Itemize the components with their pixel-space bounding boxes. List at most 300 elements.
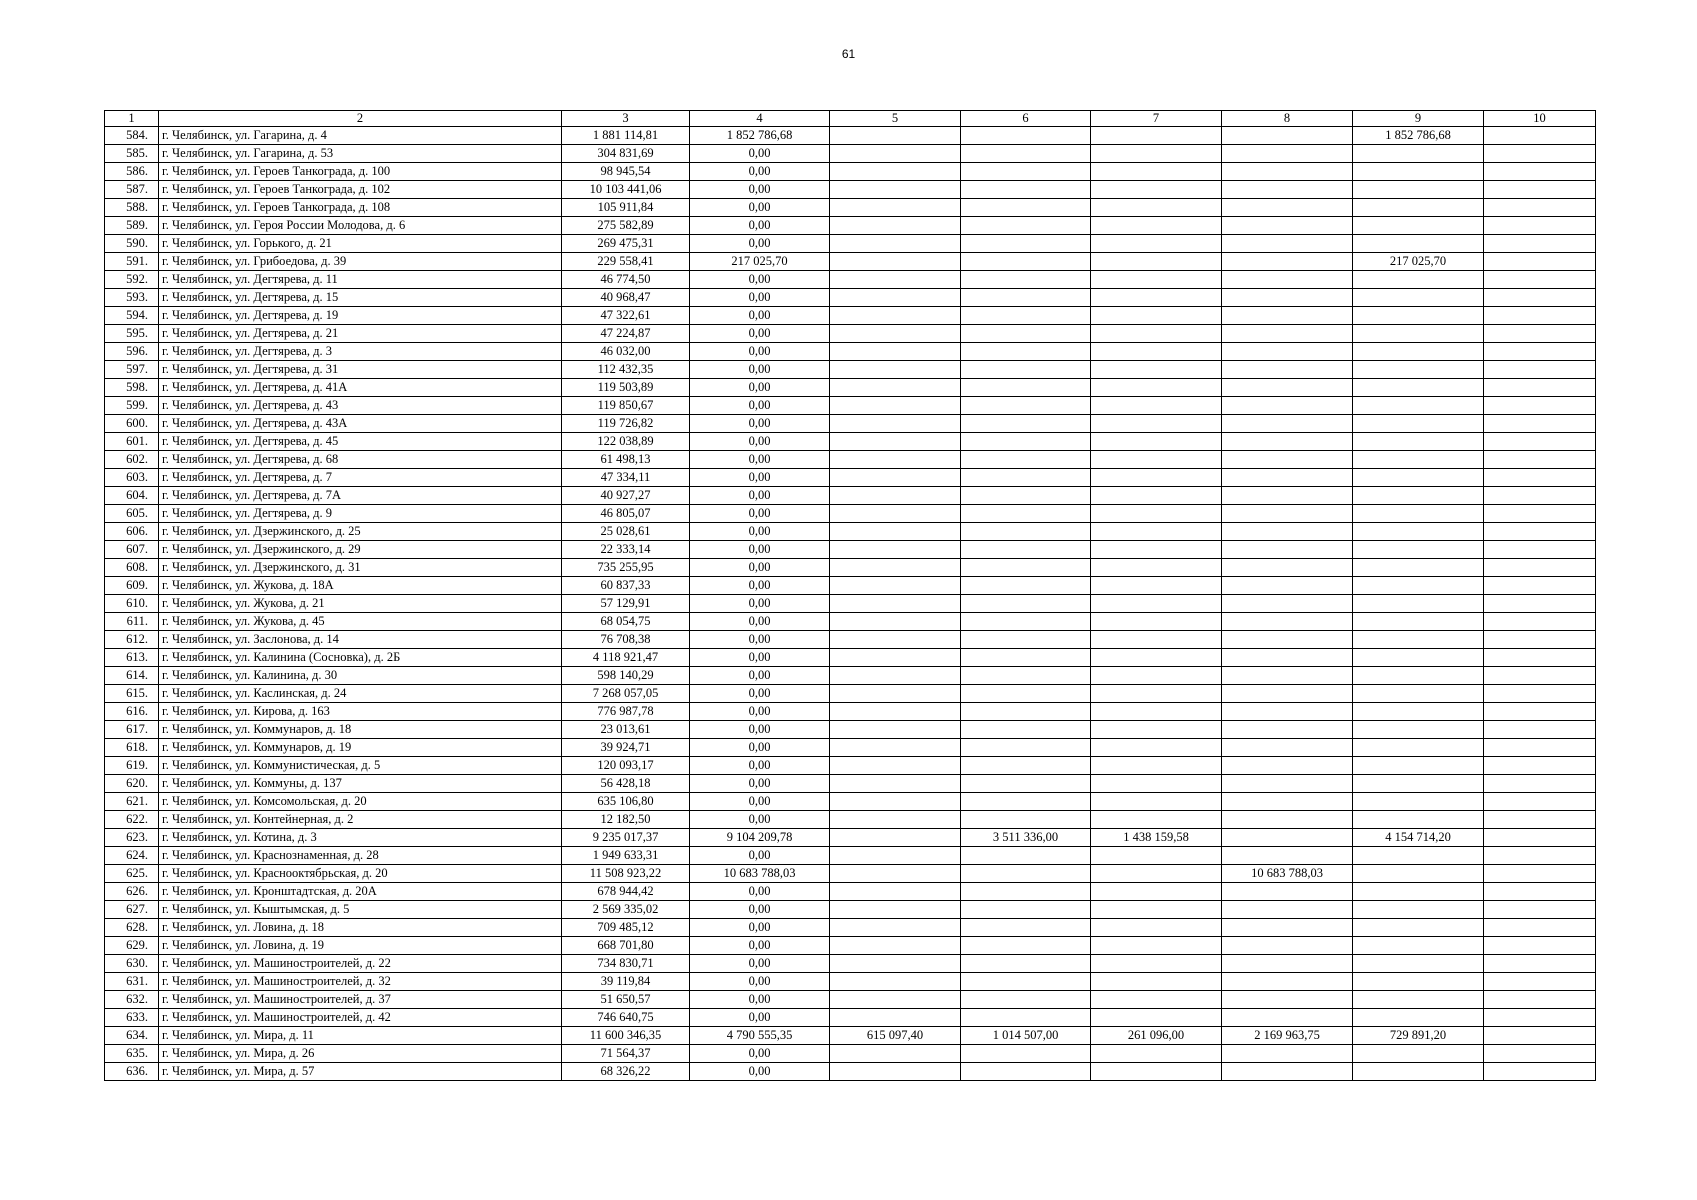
value-cell-col-5 — [830, 361, 961, 379]
value-cell-col-5 — [830, 523, 961, 541]
value-cell-col-6 — [961, 865, 1091, 883]
row-number-cell: 590. — [105, 235, 159, 253]
address-cell: г. Челябинск, ул. Мира, д. 26 — [159, 1045, 562, 1063]
value-cell-col-6 — [961, 973, 1091, 991]
value-cell-col-9 — [1353, 343, 1484, 361]
value-cell-col-8 — [1222, 955, 1353, 973]
value-cell-col-8 — [1222, 739, 1353, 757]
value-cell-col-8 — [1222, 127, 1353, 145]
value-cell-col-8 — [1222, 379, 1353, 397]
value-cell-col-7 — [1091, 631, 1222, 649]
row-number-cell: 588. — [105, 199, 159, 217]
value-cell-col-7 — [1091, 559, 1222, 577]
value-cell-col-9: 729 891,20 — [1353, 1027, 1484, 1045]
value-cell-col-4: 9 104 209,78 — [690, 829, 830, 847]
value-cell-col-9 — [1353, 901, 1484, 919]
value-cell-col-8 — [1222, 505, 1353, 523]
row-number-cell: 631. — [105, 973, 159, 991]
value-cell-col-8 — [1222, 829, 1353, 847]
address-cell: г. Челябинск, ул. Ловина, д. 18 — [159, 919, 562, 937]
data-table — [104, 110, 1596, 1081]
value-cell-col-8 — [1222, 973, 1353, 991]
value-cell-col-5 — [830, 1063, 961, 1081]
value-cell-col-4: 0,00 — [690, 775, 830, 793]
value-cell-col-3: 776 987,78 — [562, 703, 690, 721]
value-cell-col-8 — [1222, 991, 1353, 1009]
address-cell: г. Челябинск, ул. Кирова, д. 163 — [159, 703, 562, 721]
value-cell-col-5 — [830, 163, 961, 181]
table-row — [105, 865, 1596, 883]
address-cell: г. Челябинск, ул. Машиностроителей, д. 42 — [159, 1009, 562, 1027]
value-cell-col-3: 56 428,18 — [562, 775, 690, 793]
value-cell-col-3: 735 255,95 — [562, 559, 690, 577]
value-cell-col-5 — [830, 685, 961, 703]
table-row — [105, 991, 1596, 1009]
row-number-cell: 587. — [105, 181, 159, 199]
row-number-cell: 610. — [105, 595, 159, 613]
value-cell-col-3: 11 508 923,22 — [562, 865, 690, 883]
value-cell-col-4: 0,00 — [690, 271, 830, 289]
value-cell-col-9 — [1353, 883, 1484, 901]
table-row — [105, 847, 1596, 865]
value-cell-col-6 — [961, 271, 1091, 289]
value-cell-col-6 — [961, 541, 1091, 559]
value-cell-col-5 — [830, 487, 961, 505]
address-cell: г. Челябинск, ул. Дегтярева, д. 68 — [159, 451, 562, 469]
address-cell: г. Челябинск, ул. Кыштымская, д. 5 — [159, 901, 562, 919]
value-cell-col-8 — [1222, 1009, 1353, 1027]
value-cell-col-10 — [1484, 127, 1596, 145]
value-cell-col-9 — [1353, 847, 1484, 865]
row-number-cell: 617. — [105, 721, 159, 739]
value-cell-col-3: 68 326,22 — [562, 1063, 690, 1081]
row-number-cell: 621. — [105, 793, 159, 811]
value-cell-col-8 — [1222, 1045, 1353, 1063]
address-cell: г. Челябинск, ул. Коммунистическая, д. 5 — [159, 757, 562, 775]
value-cell-col-6 — [961, 613, 1091, 631]
value-cell-col-10 — [1484, 937, 1596, 955]
value-cell-col-7 — [1091, 991, 1222, 1009]
value-cell-col-6 — [961, 847, 1091, 865]
value-cell-col-7 — [1091, 127, 1222, 145]
table-row — [105, 1009, 1596, 1027]
row-number-cell: 618. — [105, 739, 159, 757]
value-cell-col-10 — [1484, 235, 1596, 253]
row-number-cell: 602. — [105, 451, 159, 469]
value-cell-col-3: 9 235 017,37 — [562, 829, 690, 847]
value-cell-col-10 — [1484, 307, 1596, 325]
value-cell-col-6 — [961, 379, 1091, 397]
value-cell-col-4: 0,00 — [690, 505, 830, 523]
value-cell-col-8 — [1222, 613, 1353, 631]
row-number-cell: 592. — [105, 271, 159, 289]
value-cell-col-7 — [1091, 397, 1222, 415]
value-cell-col-5 — [830, 919, 961, 937]
address-cell: г. Челябинск, ул. Дегтярева, д. 21 — [159, 325, 562, 343]
value-cell-col-3: 22 333,14 — [562, 541, 690, 559]
row-number-cell: 614. — [105, 667, 159, 685]
address-cell: г. Челябинск, ул. Калинина (Сосновка), д. 2Б — [159, 649, 562, 667]
value-cell-col-6 — [961, 703, 1091, 721]
address-cell: г. Челябинск, ул. Контейнерная, д. 2 — [159, 811, 562, 829]
value-cell-col-3: 12 182,50 — [562, 811, 690, 829]
value-cell-col-10 — [1484, 757, 1596, 775]
value-cell-col-10 — [1484, 883, 1596, 901]
row-number-cell: 585. — [105, 145, 159, 163]
value-cell-col-6 — [961, 577, 1091, 595]
row-number-cell: 601. — [105, 433, 159, 451]
column-header-9: 9 — [1353, 111, 1484, 127]
value-cell-col-9 — [1353, 919, 1484, 937]
value-cell-col-4: 0,00 — [690, 559, 830, 577]
value-cell-col-10 — [1484, 1027, 1596, 1045]
row-number-cell: 606. — [105, 523, 159, 541]
value-cell-col-7 — [1091, 469, 1222, 487]
value-cell-col-10 — [1484, 667, 1596, 685]
value-cell-col-9 — [1353, 145, 1484, 163]
value-cell-col-7 — [1091, 901, 1222, 919]
value-cell-col-4: 0,00 — [690, 397, 830, 415]
value-cell-col-4: 0,00 — [690, 1063, 830, 1081]
value-cell-col-8: 10 683 788,03 — [1222, 865, 1353, 883]
address-cell: г. Челябинск, ул. Дегтярева, д. 9 — [159, 505, 562, 523]
value-cell-col-10 — [1484, 469, 1596, 487]
value-cell-col-3: 10 103 441,06 — [562, 181, 690, 199]
value-cell-col-9 — [1353, 433, 1484, 451]
value-cell-col-5 — [830, 901, 961, 919]
value-cell-col-7 — [1091, 775, 1222, 793]
value-cell-col-4: 0,00 — [690, 811, 830, 829]
value-cell-col-6 — [961, 325, 1091, 343]
table-row — [105, 829, 1596, 847]
value-cell-col-5 — [830, 469, 961, 487]
value-cell-col-8 — [1222, 685, 1353, 703]
value-cell-col-5 — [830, 307, 961, 325]
value-cell-col-4: 0,00 — [690, 415, 830, 433]
value-cell-col-8 — [1222, 271, 1353, 289]
value-cell-col-3: 4 118 921,47 — [562, 649, 690, 667]
value-cell-col-4: 0,00 — [690, 577, 830, 595]
table-row — [105, 649, 1596, 667]
row-number-cell: 625. — [105, 865, 159, 883]
row-number-cell: 630. — [105, 955, 159, 973]
value-cell-col-6: 1 014 507,00 — [961, 1027, 1091, 1045]
value-cell-col-7 — [1091, 433, 1222, 451]
value-cell-col-6 — [961, 793, 1091, 811]
row-number-cell: 635. — [105, 1045, 159, 1063]
value-cell-col-8 — [1222, 595, 1353, 613]
address-cell: г. Челябинск, ул. Героев Танкограда, д. 102 — [159, 181, 562, 199]
value-cell-col-9 — [1353, 217, 1484, 235]
value-cell-col-6 — [961, 919, 1091, 937]
table-row — [105, 523, 1596, 541]
value-cell-col-10 — [1484, 487, 1596, 505]
value-cell-col-5 — [830, 811, 961, 829]
value-cell-col-5 — [830, 631, 961, 649]
value-cell-col-9 — [1353, 739, 1484, 757]
value-cell-col-10 — [1484, 289, 1596, 307]
row-number-cell: 605. — [105, 505, 159, 523]
value-cell-col-3: 119 503,89 — [562, 379, 690, 397]
row-number-cell: 615. — [105, 685, 159, 703]
value-cell-col-3: 2 569 335,02 — [562, 901, 690, 919]
value-cell-col-6 — [961, 469, 1091, 487]
value-cell-col-3: 598 140,29 — [562, 667, 690, 685]
table-row — [105, 433, 1596, 451]
address-cell: г. Челябинск, ул. Заслонова, д. 14 — [159, 631, 562, 649]
value-cell-col-4: 0,00 — [690, 649, 830, 667]
value-cell-col-5 — [830, 1045, 961, 1063]
value-cell-col-10 — [1484, 865, 1596, 883]
address-cell: г. Челябинск, ул. Краснознаменная, д. 28 — [159, 847, 562, 865]
row-number-cell: 636. — [105, 1063, 159, 1081]
value-cell-col-4: 0,00 — [690, 361, 830, 379]
value-cell-col-7 — [1091, 667, 1222, 685]
value-cell-col-6 — [961, 901, 1091, 919]
value-cell-col-10 — [1484, 847, 1596, 865]
value-cell-col-5 — [830, 217, 961, 235]
value-cell-col-8 — [1222, 433, 1353, 451]
value-cell-col-5 — [830, 325, 961, 343]
value-cell-col-4: 0,00 — [690, 937, 830, 955]
value-cell-col-7 — [1091, 703, 1222, 721]
value-cell-col-8 — [1222, 163, 1353, 181]
value-cell-col-10 — [1484, 271, 1596, 289]
value-cell-col-3: 46 774,50 — [562, 271, 690, 289]
table-row — [105, 199, 1596, 217]
column-header-5: 5 — [830, 111, 961, 127]
value-cell-col-3: 678 944,42 — [562, 883, 690, 901]
value-cell-col-3: 51 650,57 — [562, 991, 690, 1009]
value-cell-col-3: 57 129,91 — [562, 595, 690, 613]
value-cell-col-10 — [1484, 577, 1596, 595]
value-cell-col-8 — [1222, 793, 1353, 811]
row-number-cell: 594. — [105, 307, 159, 325]
value-cell-col-5 — [830, 253, 961, 271]
value-cell-col-7 — [1091, 163, 1222, 181]
value-cell-col-9 — [1353, 973, 1484, 991]
value-cell-col-7 — [1091, 253, 1222, 271]
table-row — [105, 469, 1596, 487]
value-cell-col-8 — [1222, 883, 1353, 901]
table-row — [105, 559, 1596, 577]
value-cell-col-6 — [961, 163, 1091, 181]
value-cell-col-7 — [1091, 361, 1222, 379]
table-row — [105, 181, 1596, 199]
value-cell-col-5 — [830, 739, 961, 757]
value-cell-col-6 — [961, 667, 1091, 685]
column-header-7: 7 — [1091, 111, 1222, 127]
value-cell-col-9 — [1353, 613, 1484, 631]
value-cell-col-6 — [961, 415, 1091, 433]
value-cell-col-4: 0,00 — [690, 181, 830, 199]
value-cell-col-10 — [1484, 325, 1596, 343]
table-row — [105, 793, 1596, 811]
value-cell-col-6 — [961, 181, 1091, 199]
table-row — [105, 613, 1596, 631]
value-cell-col-9 — [1353, 631, 1484, 649]
row-number-cell: 632. — [105, 991, 159, 1009]
value-cell-col-9 — [1353, 487, 1484, 505]
value-cell-col-4: 0,00 — [690, 289, 830, 307]
address-cell: г. Челябинск, ул. Коммуны, д. 137 — [159, 775, 562, 793]
value-cell-col-8 — [1222, 901, 1353, 919]
value-cell-col-8 — [1222, 649, 1353, 667]
value-cell-col-3: 122 038,89 — [562, 433, 690, 451]
value-cell-col-9 — [1353, 667, 1484, 685]
value-cell-col-5 — [830, 991, 961, 1009]
table-row — [105, 127, 1596, 145]
value-cell-col-9 — [1353, 1045, 1484, 1063]
address-cell: г. Челябинск, ул. Машиностроителей, д. 32 — [159, 973, 562, 991]
value-cell-col-10 — [1484, 919, 1596, 937]
value-cell-col-5 — [830, 145, 961, 163]
row-number-cell: 599. — [105, 397, 159, 415]
value-cell-col-4: 0,00 — [690, 487, 830, 505]
table-row — [105, 1063, 1596, 1081]
value-cell-col-5 — [830, 181, 961, 199]
value-cell-col-4: 217 025,70 — [690, 253, 830, 271]
value-cell-col-8: 2 169 963,75 — [1222, 1027, 1353, 1045]
value-cell-col-3: 11 600 346,35 — [562, 1027, 690, 1045]
table-row — [105, 685, 1596, 703]
value-cell-col-5 — [830, 451, 961, 469]
value-cell-col-6 — [961, 631, 1091, 649]
value-cell-col-3: 120 093,17 — [562, 757, 690, 775]
value-cell-col-5 — [830, 775, 961, 793]
address-cell: г. Челябинск, ул. Каслинская, д. 24 — [159, 685, 562, 703]
address-cell: г. Челябинск, ул. Кронштадтская, д. 20А — [159, 883, 562, 901]
table-row — [105, 739, 1596, 757]
value-cell-col-10 — [1484, 595, 1596, 613]
value-cell-col-7 — [1091, 973, 1222, 991]
value-cell-col-10 — [1484, 775, 1596, 793]
value-cell-col-9 — [1353, 541, 1484, 559]
value-cell-col-10 — [1484, 541, 1596, 559]
value-cell-col-4: 0,00 — [690, 1045, 830, 1063]
row-number-cell: 619. — [105, 757, 159, 775]
address-cell: г. Челябинск, ул. Мира, д. 57 — [159, 1063, 562, 1081]
table-row — [105, 307, 1596, 325]
value-cell-col-6 — [961, 883, 1091, 901]
value-cell-col-9: 1 852 786,68 — [1353, 127, 1484, 145]
table-row — [105, 361, 1596, 379]
value-cell-col-6 — [961, 775, 1091, 793]
value-cell-col-8 — [1222, 289, 1353, 307]
table-row — [105, 667, 1596, 685]
column-header-8: 8 — [1222, 111, 1353, 127]
value-cell-col-7 — [1091, 1045, 1222, 1063]
value-cell-col-4: 0,00 — [690, 523, 830, 541]
value-cell-col-7 — [1091, 505, 1222, 523]
value-cell-col-5 — [830, 577, 961, 595]
value-cell-col-10 — [1484, 163, 1596, 181]
value-cell-col-8 — [1222, 145, 1353, 163]
value-cell-col-4: 0,00 — [690, 595, 830, 613]
value-cell-col-3: 46 032,00 — [562, 343, 690, 361]
value-cell-col-4: 1 852 786,68 — [690, 127, 830, 145]
value-cell-col-4: 0,00 — [690, 469, 830, 487]
value-cell-col-9 — [1353, 505, 1484, 523]
row-number-cell: 611. — [105, 613, 159, 631]
value-cell-col-10 — [1484, 991, 1596, 1009]
value-cell-col-6 — [961, 739, 1091, 757]
table-row — [105, 595, 1596, 613]
value-cell-col-6 — [961, 1009, 1091, 1027]
value-cell-col-8 — [1222, 721, 1353, 739]
row-number-cell: 600. — [105, 415, 159, 433]
value-cell-col-3: 98 945,54 — [562, 163, 690, 181]
value-cell-col-4: 10 683 788,03 — [690, 865, 830, 883]
value-cell-col-9 — [1353, 811, 1484, 829]
value-cell-col-7 — [1091, 271, 1222, 289]
value-cell-col-3: 119 726,82 — [562, 415, 690, 433]
row-number-cell: 626. — [105, 883, 159, 901]
row-number-cell: 633. — [105, 1009, 159, 1027]
value-cell-col-8 — [1222, 541, 1353, 559]
row-number-cell: 634. — [105, 1027, 159, 1045]
value-cell-col-10 — [1484, 505, 1596, 523]
value-cell-col-4: 0,00 — [690, 757, 830, 775]
value-cell-col-9 — [1353, 937, 1484, 955]
value-cell-col-9 — [1353, 577, 1484, 595]
value-cell-col-3: 60 837,33 — [562, 577, 690, 595]
address-cell: г. Челябинск, ул. Краснооктябрьская, д. 20 — [159, 865, 562, 883]
value-cell-col-3: 23 013,61 — [562, 721, 690, 739]
value-cell-col-5 — [830, 541, 961, 559]
table-row — [105, 343, 1596, 361]
value-cell-col-8 — [1222, 577, 1353, 595]
value-cell-col-7: 1 438 159,58 — [1091, 829, 1222, 847]
value-cell-col-3: 25 028,61 — [562, 523, 690, 541]
address-cell: г. Челябинск, ул. Жукова, д. 21 — [159, 595, 562, 613]
value-cell-col-3: 71 564,37 — [562, 1045, 690, 1063]
value-cell-col-7 — [1091, 307, 1222, 325]
value-cell-col-3: 39 119,84 — [562, 973, 690, 991]
address-cell: г. Челябинск, ул. Дегтярева, д. 31 — [159, 361, 562, 379]
value-cell-col-9 — [1353, 397, 1484, 415]
table-row — [105, 775, 1596, 793]
value-cell-col-9: 217 025,70 — [1353, 253, 1484, 271]
table-row — [105, 919, 1596, 937]
column-header-4: 4 — [690, 111, 830, 127]
address-cell: г. Челябинск, ул. Дегтярева, д. 19 — [159, 307, 562, 325]
table-row — [105, 145, 1596, 163]
row-number-cell: 609. — [105, 577, 159, 595]
value-cell-col-10 — [1484, 415, 1596, 433]
address-cell: г. Челябинск, ул. Комсомольская, д. 20 — [159, 793, 562, 811]
value-cell-col-8 — [1222, 307, 1353, 325]
value-cell-col-3: 40 927,27 — [562, 487, 690, 505]
value-cell-col-10 — [1484, 451, 1596, 469]
column-header-3: 3 — [562, 111, 690, 127]
value-cell-col-5 — [830, 235, 961, 253]
column-header-6: 6 — [961, 111, 1091, 127]
address-cell: г. Челябинск, ул. Жукова, д. 18А — [159, 577, 562, 595]
value-cell-col-4: 0,00 — [690, 613, 830, 631]
value-cell-col-6 — [961, 685, 1091, 703]
value-cell-col-5 — [830, 757, 961, 775]
value-cell-col-5 — [830, 127, 961, 145]
value-cell-col-6 — [961, 361, 1091, 379]
column-header-1: 1 — [105, 111, 159, 127]
value-cell-col-6 — [961, 307, 1091, 325]
row-number-cell: 603. — [105, 469, 159, 487]
value-cell-col-8 — [1222, 469, 1353, 487]
value-cell-col-4: 0,00 — [690, 901, 830, 919]
address-cell: г. Челябинск, ул. Героев Танкограда, д. 100 — [159, 163, 562, 181]
address-cell: г. Челябинск, ул. Дегтярева, д. 43А — [159, 415, 562, 433]
